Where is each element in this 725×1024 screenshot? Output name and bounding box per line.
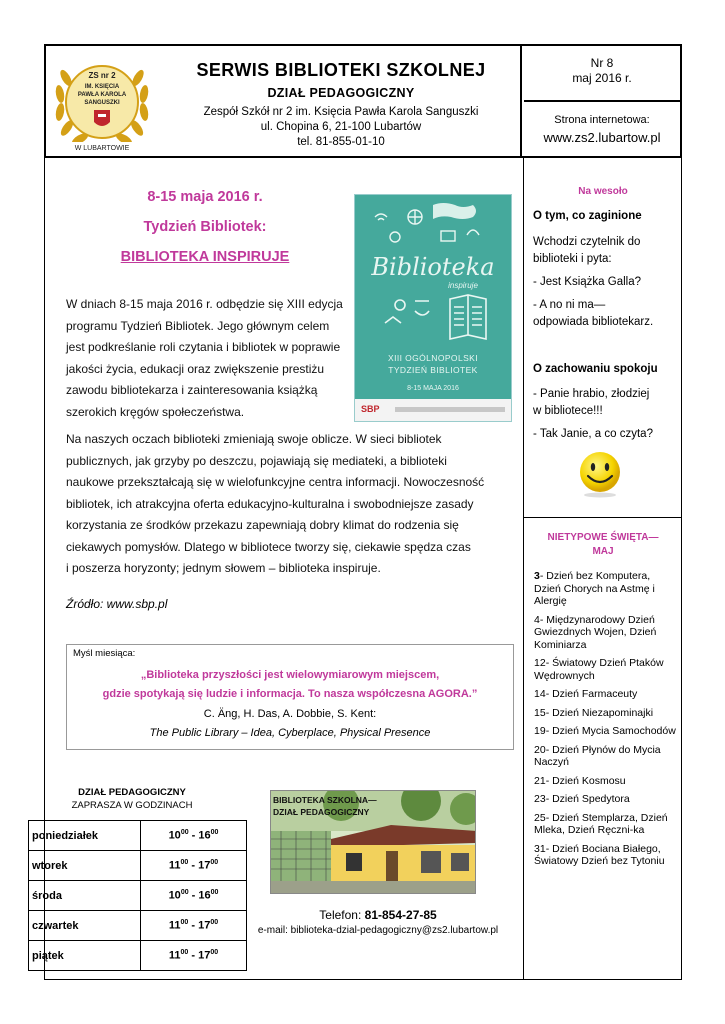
holiday-item: 14- Dzień Farmaceuty xyxy=(534,688,638,700)
website-label: Strona internetowa: xyxy=(554,114,650,126)
poster-line-1: XIII OGÓLNOPOLSKI xyxy=(388,353,478,363)
hours-time: $11^{00} - 17^{00}$ xyxy=(141,911,247,941)
photo-caption-1: BIBLIOTEKA SZKOLNA— xyxy=(273,795,377,805)
quote-line-1: „Biblioteka przyszłości jest wielowymiarowym miejscem, xyxy=(140,669,440,681)
header-right xyxy=(524,46,680,156)
poster-line-2: TYDZIEŃ BIBLIOTEK xyxy=(388,365,478,375)
library-building-photo xyxy=(270,790,476,894)
hours-row xyxy=(29,851,247,881)
svg-text:W LUBARTOWIE: W LUBARTOWIE xyxy=(74,145,130,152)
text-line: W dniach 8-15 maja 2016 r. odbędzie się XIII edycja xyxy=(66,297,343,311)
column-divider xyxy=(523,158,524,980)
article-paragraph-2 xyxy=(66,429,518,580)
sidebar-divider xyxy=(524,517,682,518)
unusual-holidays-list xyxy=(534,570,676,874)
hours-time: $11^{00} - 17^{00}$ xyxy=(141,851,247,881)
holiday-item: 15- Dzień Niezapominajki xyxy=(534,706,654,719)
joke-1-title: O tym, co zaginione xyxy=(533,210,642,222)
joke-1-body xyxy=(533,234,675,331)
hours-day: czwartek xyxy=(29,911,141,941)
school-name: Zespół Szkół nr 2 im. Księcia Pawła Karola Sanguszki xyxy=(203,106,479,118)
text-line: publicznych, jak grzyby po deszczu, pojawiają się mediateki, a biblioteki xyxy=(66,453,447,468)
sponsor-logos xyxy=(395,407,505,412)
article-event-title: Tydzień Bibliotek: xyxy=(143,219,267,235)
newsletter-subtitle: DZIAŁ PEDAGOGICZNY xyxy=(267,86,415,100)
quote-book-title: The Public Library – Idea, Cyberplace, Physical Presence xyxy=(149,727,431,739)
text-line: Na naszych oczach biblioteki zmieniają swoje oblicze. W sieci bibliotek xyxy=(66,432,442,446)
text-line: programu Tydzień Bibliotek. Jego głównym celem xyxy=(66,318,330,333)
hours-day: wtorek xyxy=(29,851,141,881)
holidays-heading-month: MAJ xyxy=(592,546,614,557)
opening-hours-table xyxy=(28,820,247,971)
joke-2-title: O zachowaniu spokoju xyxy=(533,363,658,375)
text-line: ciekawych pomysłów. Dlatego w bibliotece tworzy się, ciekawie spędza czas xyxy=(66,539,471,554)
newsletter-header xyxy=(44,44,682,158)
svg-text:ZS nr 2: ZS nr 2 xyxy=(88,71,116,80)
school-logo xyxy=(52,50,152,154)
poster-subtitle: inspiruje xyxy=(448,281,478,290)
hours-time: $11^{00} - 17^{00}$ xyxy=(141,941,247,971)
humor-heading: Na wesoło xyxy=(578,186,628,197)
poster-footer xyxy=(355,399,511,421)
joke-line: w bibliotece!!! xyxy=(533,405,603,417)
joke-line: - Panie hrabio, złodziej xyxy=(533,388,650,400)
issue-info xyxy=(524,56,680,86)
phone-label: Telefon: xyxy=(319,908,365,922)
holiday-item: 21- Dzień Kosmosu xyxy=(534,774,626,787)
hours-time: $10^{00} - 16^{00}$ xyxy=(141,881,247,911)
poster-title: Biblioteka xyxy=(371,253,495,281)
joke-2-body xyxy=(533,386,675,443)
text-line: szerokich kręgów społeczeństwa. xyxy=(66,404,245,419)
text-line: zawodu bibliotekarza i zainteresowania książką xyxy=(66,383,318,397)
school-address: ul. Chopina 6, 21-100 Lubartów xyxy=(260,121,422,133)
holiday-item: 23- Dzień Spedytora xyxy=(534,793,630,805)
text-line: i poszerza horyzonty; jednym słowem – biblioteka inspiruje. xyxy=(66,561,381,575)
joke-line: biblioteki i pyta: xyxy=(533,253,612,265)
joke-line: Wchodzi czytelnik do xyxy=(533,236,641,248)
phone-number[interactable]: 81-854-27-85 xyxy=(364,908,437,922)
poster-book-icon xyxy=(355,291,512,351)
poster-dates: 8-15 MAJA 2016 xyxy=(407,385,459,392)
svg-text:SANGUSZKI: SANGUSZKI xyxy=(84,100,120,106)
hours-time: $10^{00} - 16^{00}$ xyxy=(141,821,247,851)
school-phone: tel. 81-855-01-10 xyxy=(297,136,385,148)
svg-text:PAWŁA KAROLA: PAWŁA KAROLA xyxy=(77,92,127,98)
text-line: jest podkreślanie roli czytania i bibliotek w poprawie xyxy=(66,340,341,354)
svg-text:IM. KSIĘCIA: IM. KSIĘCIA xyxy=(84,84,120,90)
quote-line-2: gdzie spotykają się ludzie i informacja. To nasza współczesna AGORA.” xyxy=(102,688,478,700)
smiley-icon xyxy=(576,450,624,498)
holiday-item: 31- Dzień Bociana Białego, Światowy Dzień bez Tytoniu xyxy=(534,842,665,867)
website-link[interactable]: www.zs2.lubartow.pl xyxy=(543,130,661,145)
joke-line: odpowiada bibliotekarz. xyxy=(533,316,654,328)
library-week-poster xyxy=(354,194,512,422)
article-source: Źródło: www.sbp.pl xyxy=(66,597,168,611)
header-center xyxy=(162,46,522,156)
hours-row xyxy=(29,881,247,911)
thought-label: Myśl miesiąca: xyxy=(73,648,136,659)
thought-of-the-month xyxy=(66,644,514,750)
holiday-item: 3- Dzień bez Komputera, Dzień Chorych na Astmę i Alergię xyxy=(534,570,655,607)
joke-line: - Tak Janie, a co czyta? xyxy=(533,428,653,440)
library-email[interactable]: e-mail: biblioteka-dzial-pedagogiczny@zs2.lubartow.pl xyxy=(257,925,499,936)
holidays-heading: NIETYPOWE ŚWIĘTA— xyxy=(547,532,659,543)
holiday-item: 19- Dzień Mycia Samochodów xyxy=(534,725,676,737)
hours-subheading: ZAPRASZA W GODZINACH xyxy=(71,800,193,811)
joke-line: - Jest Książka Galla? xyxy=(533,276,642,288)
text-line: korzystania ze środków przekazu zapewniają dobry klimat do rodzenia się xyxy=(66,518,459,532)
text-line: naukowe przekształcają się w wielofunkcyjne centra informacji. Nowoczesność xyxy=(66,475,485,489)
hours-row xyxy=(29,911,247,941)
photo-caption-2: DZIAŁ PEDAGOGICZNY xyxy=(273,807,370,817)
hours-heading: DZIAŁ PEDAGOGICZNY xyxy=(78,787,186,798)
quote-authors: C. Äng, H. Das, A. Dobbie, S. Kent: xyxy=(203,708,377,720)
hours-row xyxy=(29,821,247,851)
hours-row xyxy=(29,941,247,971)
text-line: jakości życia, edukacji oraz zwiększenie prestiżu xyxy=(66,361,325,376)
hours-day: poniedziałek xyxy=(29,821,141,851)
holiday-item: 12- Światowy Dzień Ptaków Wędrownych xyxy=(534,657,664,682)
hours-day: środa xyxy=(29,881,141,911)
joke-line: - A no ni ma— xyxy=(533,299,606,311)
holiday-item: 4- Międzynarodowy Dzień Gwiezdnych Wojen, Dzień Kominiarza xyxy=(534,613,657,651)
article-paragraph-1 xyxy=(66,294,346,423)
newsletter-title: SERWIS BIBLIOTEKI SZKOLNEJ xyxy=(196,60,486,80)
library-phone xyxy=(240,908,516,922)
article-headline: BIBLIOTEKA INSPIRUJE xyxy=(120,249,290,265)
article-date-title: 8-15 maja 2016 r. xyxy=(147,189,263,205)
holiday-item: 25- Dzień Stemplarza, Dzień Mleka, Dzień Ręczni-ka xyxy=(534,811,668,836)
issue-number: Nr 8 xyxy=(590,56,614,70)
header-divider xyxy=(524,100,680,102)
issue-date: maj 2016 r. xyxy=(572,71,632,85)
text-line: bibliotek, ich atrakcyjna oferta edukacyjno-kulturalna i swobodniejsze zasady xyxy=(66,496,474,511)
hours-day: piątek xyxy=(29,941,141,971)
sbp-logo: SBP xyxy=(361,404,380,414)
holiday-item: 20- Dzień Płynów do Mycia Naczyń xyxy=(534,743,661,768)
